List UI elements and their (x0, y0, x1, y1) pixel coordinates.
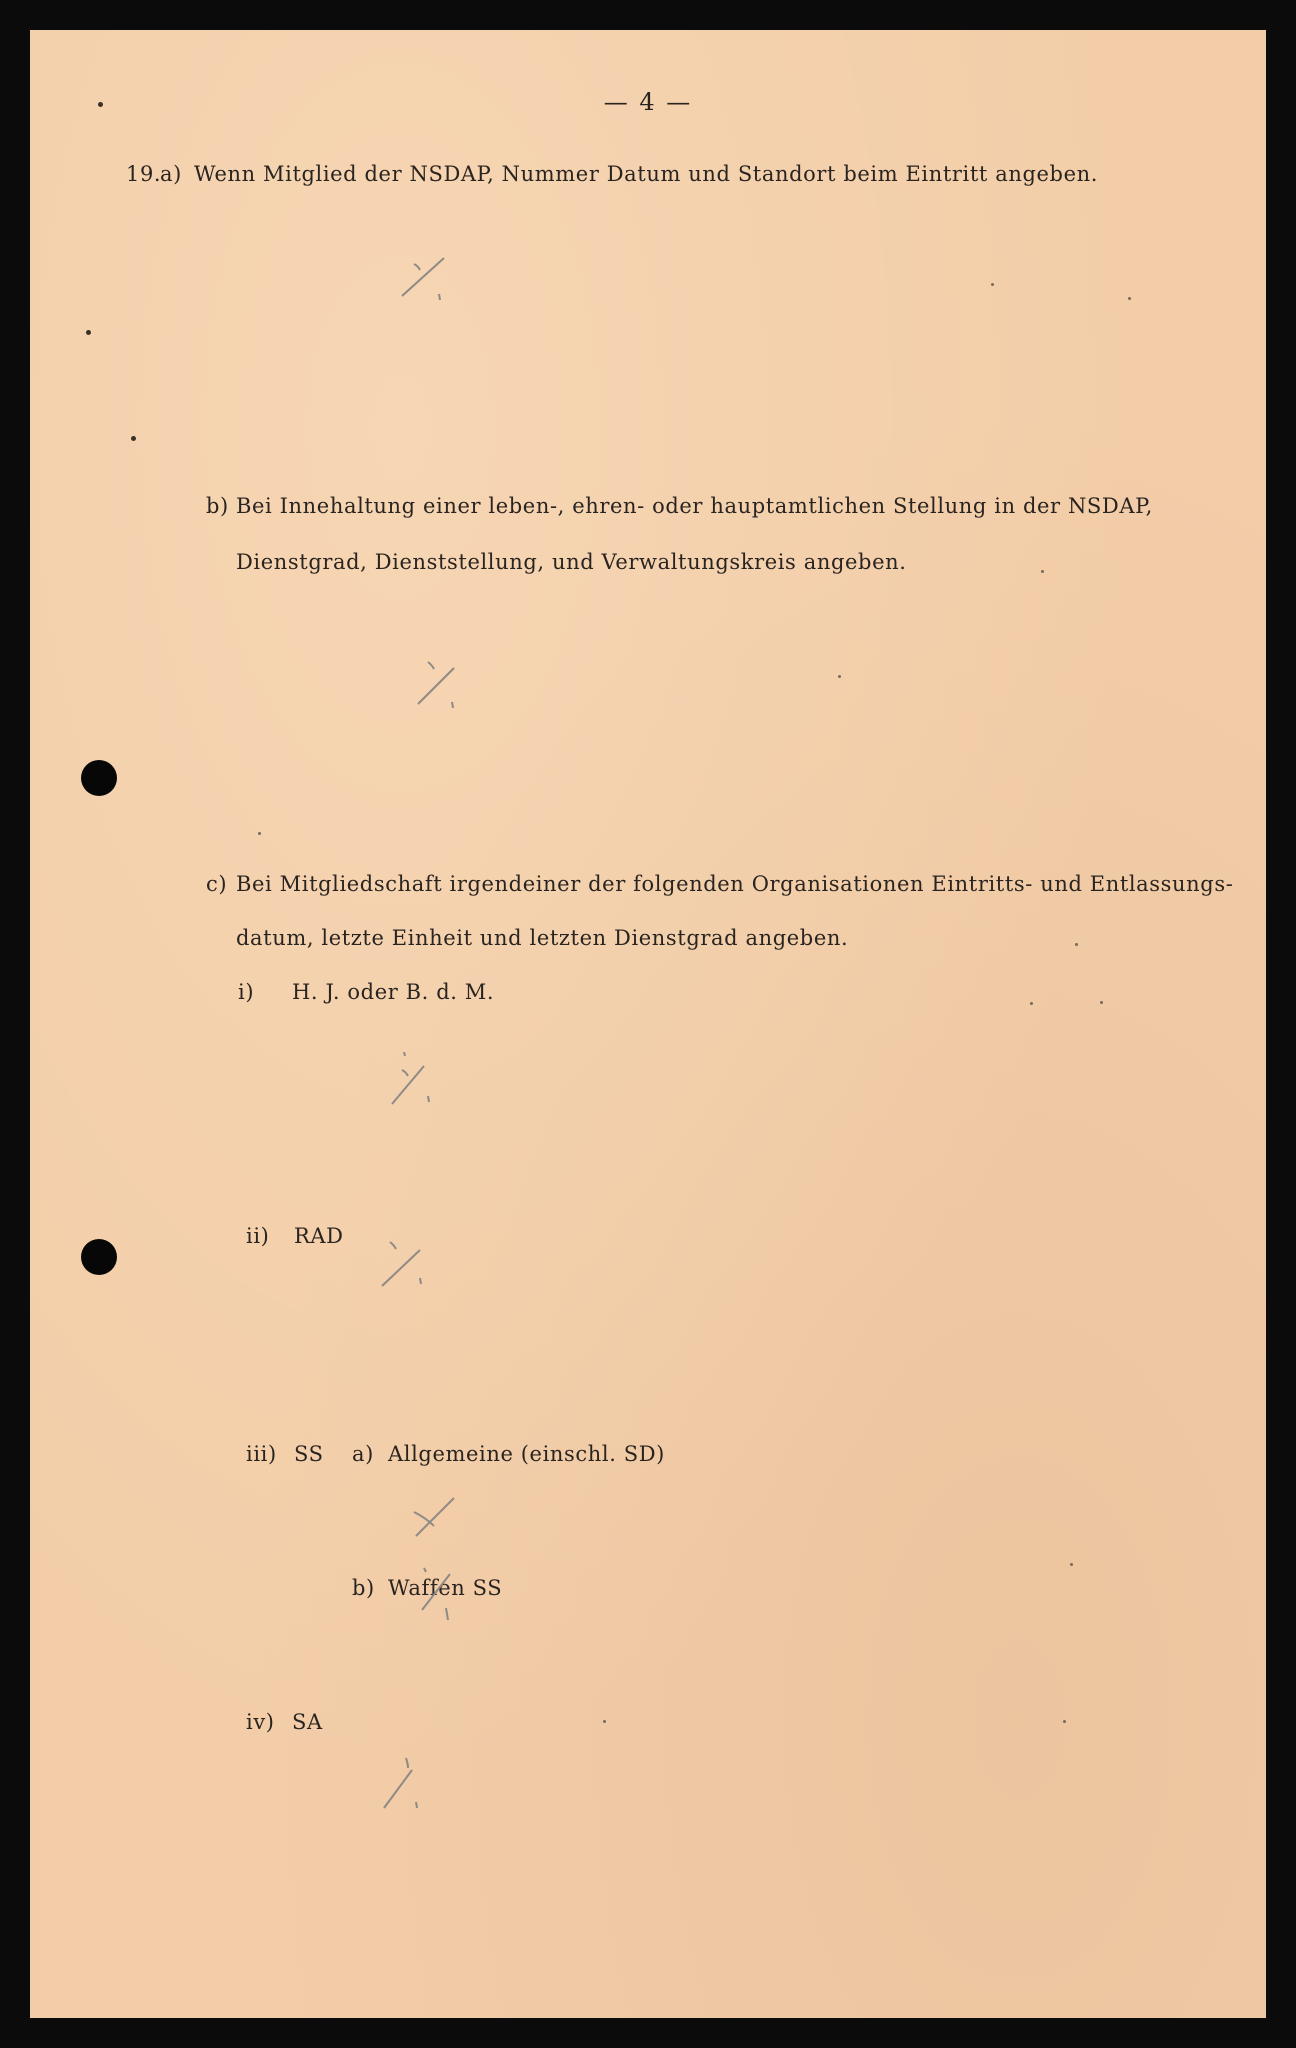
item-b-line2: Dienstgrad, Dienststellung, und Verwaltungskreis angeben. (236, 550, 907, 574)
paper-speck (1063, 1720, 1066, 1723)
subitem-iii-b-text: Waffen SS (388, 1576, 503, 1600)
subitem-i-label: i) (238, 980, 255, 1004)
item-c-line1: Bei Mitgliedschaft irgendeiner der folgenden Organisationen Eintritts- und Entlassungs- (236, 872, 1234, 896)
item-b-line1: Bei Innehaltung einer leben-, ehren- oder hauptamtlichen Stellung in der NSDAP, (236, 494, 1153, 518)
paper-speck (1128, 297, 1131, 300)
subitem-ii-text: RAD (294, 1224, 344, 1248)
paper-speck (991, 283, 994, 286)
margin-dot (86, 330, 91, 335)
paper-speck (603, 1720, 606, 1723)
document-page (30, 30, 1266, 2018)
strike-mark-i (390, 1048, 450, 1118)
strike-mark-a (400, 254, 460, 314)
margin-dot (131, 436, 136, 441)
strike-mark-iii-b (420, 1564, 480, 1634)
paper-speck (1100, 1001, 1103, 1004)
item-b-label: b) (206, 494, 229, 518)
page-number: — 4 — (603, 88, 693, 116)
punch-hole-upper (81, 760, 117, 796)
strike-mark-iii-a (410, 1490, 470, 1550)
paper-speck (1070, 1563, 1073, 1566)
item-c-line2: datum, letzte Einheit und letzten Dienstgrad angeben. (236, 926, 849, 950)
paper-speck (258, 832, 261, 835)
subitem-iii-text: SS (294, 1442, 324, 1466)
paper-speck (1041, 570, 1044, 573)
subitem-iii-label: iii) (246, 1442, 277, 1466)
subitem-iii-a-label: a) (352, 1442, 374, 1466)
strike-mark-iv (382, 1756, 442, 1816)
item-a-text: Wenn Mitglied der NSDAP, Nummer Datum und Standort beim Eintritt angeben. (194, 162, 1099, 186)
item-c-label: c) (206, 872, 228, 896)
question-number: 19. (126, 162, 162, 186)
subitem-i-text: H. J. oder B. d. M. (292, 980, 495, 1004)
paper-speck (1075, 943, 1078, 946)
item-a-label: a) (160, 162, 182, 186)
subitem-iii-a-text: Allgemeine (einschl. SD) (388, 1442, 665, 1466)
punch-hole-lower (81, 1239, 117, 1275)
strike-mark-b (416, 658, 476, 718)
margin-dot (98, 102, 103, 107)
paper-speck (1030, 1002, 1033, 1005)
subitem-iv-label: iv) (246, 1710, 275, 1734)
paper-speck (838, 675, 841, 678)
subitem-ii-label: ii) (246, 1224, 270, 1248)
strike-mark-ii (380, 1240, 440, 1300)
subitem-iv-text: SA (292, 1710, 323, 1734)
subitem-iii-b-label: b) (352, 1576, 375, 1600)
